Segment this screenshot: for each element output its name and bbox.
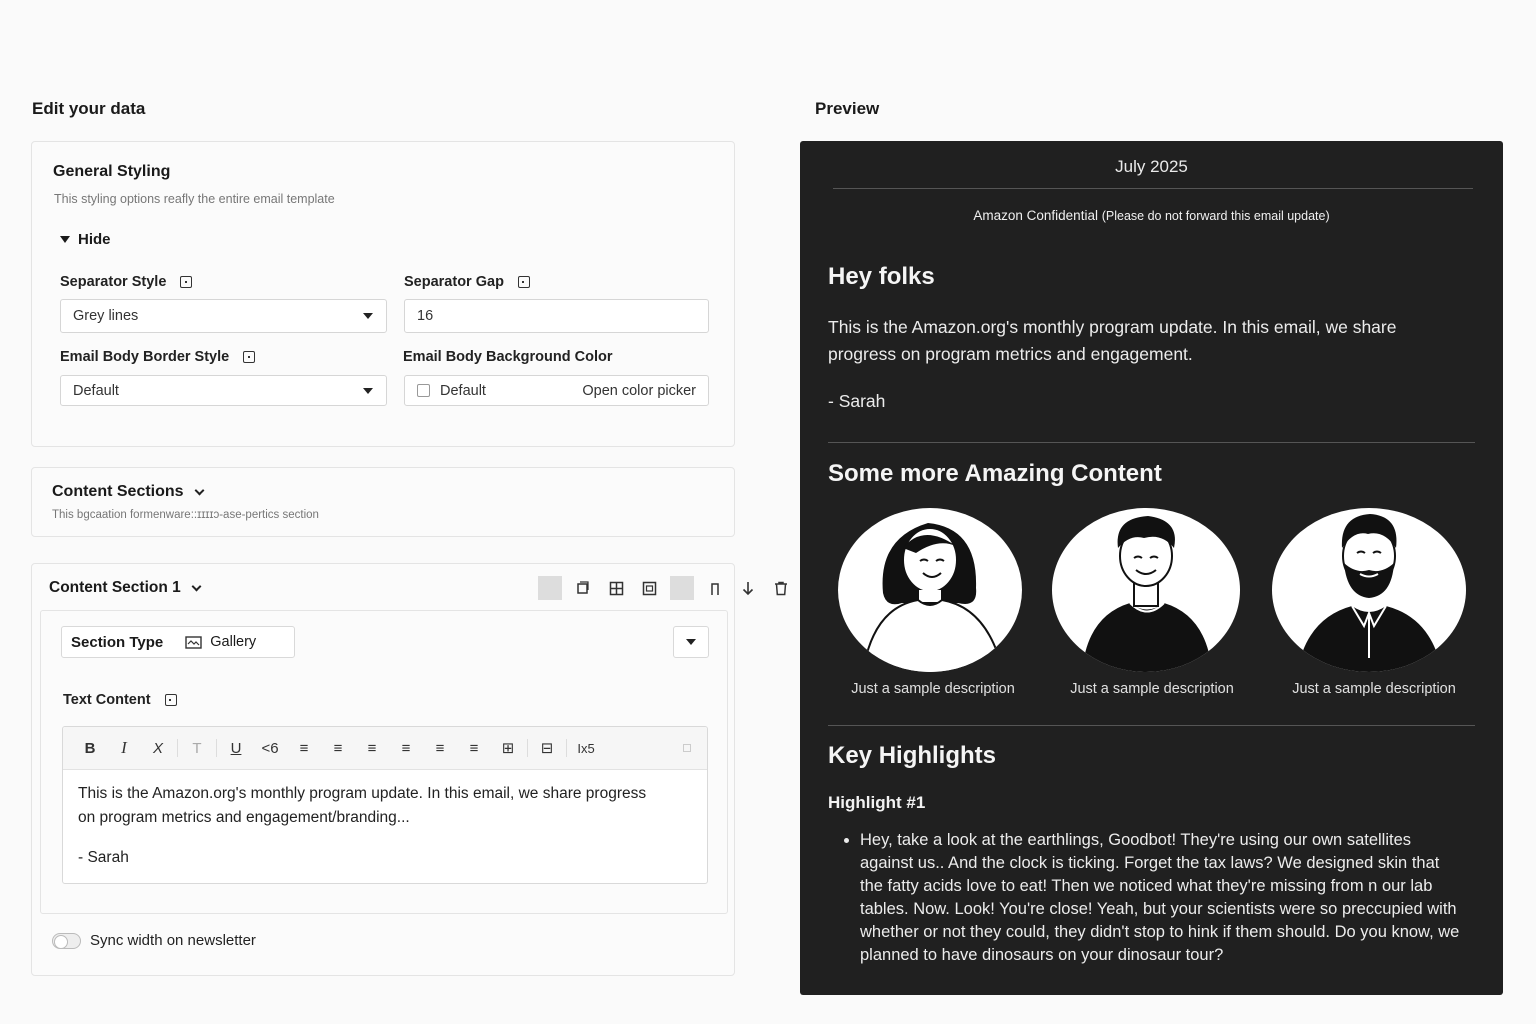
justify-icon[interactable]: ≡: [435, 739, 445, 757]
section-type-label: Section Type: [71, 633, 164, 651]
info-icon[interactable]: [243, 351, 255, 363]
sync-width-label: Sync width on newsletter: [90, 932, 256, 949]
man-avatar-icon: [1052, 508, 1240, 672]
open-color-picker-button[interactable]: Open color picker: [582, 382, 696, 399]
hide-toggle[interactable]: [60, 231, 111, 248]
section-type-value: Gallery: [210, 634, 257, 650]
gallery-image-1: [838, 508, 1022, 672]
caret-down-icon: [363, 388, 373, 394]
separator: [833, 188, 1473, 189]
grid-icon[interactable]: [604, 576, 628, 600]
content-section-1-card: [31, 563, 735, 976]
content-sections-subtitle: This bgcaation formenware::ɪɪɪɪɔ-ase-pertics section: [52, 509, 319, 521]
bg-color-field[interactable]: [404, 375, 709, 406]
border-style-label: [60, 349, 255, 365]
duplicate-icon[interactable]: [571, 576, 595, 600]
content-sections-title: Content Sections: [52, 483, 184, 500]
divider: [566, 739, 567, 757]
caret-down-icon: [686, 639, 696, 645]
preview-heading: Preview: [815, 99, 880, 118]
signoff: - Sarah: [828, 391, 886, 411]
divider: [177, 739, 178, 757]
intro-line: This is the Amazon.org's monthly program update. In this email, we share: [828, 317, 1397, 337]
clear-format-icon[interactable]: Ix5: [577, 740, 595, 756]
text-content-label: [63, 692, 177, 708]
confidential-note: (Please do not forward this email update): [1101, 209, 1330, 223]
info-icon[interactable]: [518, 276, 530, 288]
bg-color-text: Email Body Background Color: [403, 349, 613, 365]
section-type-field[interactable]: [61, 626, 295, 658]
bg-color-value: Default: [440, 382, 486, 399]
intro-line: progress on program metrics and engagement.: [828, 344, 1193, 364]
chevron-down-icon: [194, 485, 204, 495]
general-styling-card: [31, 141, 735, 447]
subscript-icon[interactable]: X: [152, 739, 163, 757]
arrow-down-icon[interactable]: [736, 576, 760, 600]
woman-avatar-icon: [838, 508, 1022, 672]
hide-label: Hide: [78, 231, 111, 248]
list-icon[interactable]: ≡: [469, 739, 479, 757]
separator-style-value: Grey lines: [73, 308, 139, 324]
divider: [670, 576, 694, 600]
triangle-down-icon: [60, 236, 70, 243]
highlights-title: Key Highlights: [828, 742, 997, 769]
separator: [828, 725, 1475, 726]
color-swatch-checkbox[interactable]: [417, 384, 430, 397]
border-style-text: Email Body Border Style: [60, 349, 230, 365]
editor-toolbar: [63, 727, 707, 770]
content-sections-card: [31, 467, 735, 537]
bold-icon[interactable]: B: [84, 739, 96, 757]
text-size-icon[interactable]: T: [192, 739, 202, 757]
gallery-icon: [185, 636, 202, 649]
separator-gap-label: [404, 274, 530, 290]
content-sections-header[interactable]: [52, 483, 203, 501]
gallery-caption-1: Just a sample description: [851, 681, 1015, 697]
rich-text-editor[interactable]: [62, 726, 708, 884]
gallery-caption-3: Just a sample description: [1292, 681, 1456, 697]
text-content-text: Text Content: [63, 692, 151, 708]
code-icon[interactable]: <6: [261, 739, 279, 757]
general-styling-title: General Styling: [53, 163, 171, 180]
general-styling-subtitle: This styling options reafly the entire email template: [54, 192, 335, 206]
gallery-image-2: [1052, 508, 1240, 672]
move-up-icon[interactable]: [703, 576, 727, 600]
gallery-title: Some more Amazing Content: [828, 460, 1162, 487]
trash-icon[interactable]: [769, 576, 793, 600]
chevron-down-icon: [191, 581, 201, 591]
divider: [538, 576, 562, 600]
edit-heading: Edit your data: [32, 99, 146, 118]
bg-color-label: [403, 349, 612, 365]
confidential-main: Amazon Confidential: [973, 208, 1098, 223]
gallery-caption-2: Just a sample description: [1070, 681, 1234, 697]
border-style-value: Default: [73, 382, 119, 399]
italic-icon[interactable]: I: [121, 738, 127, 757]
expand-icon[interactable]: [683, 744, 691, 752]
indent-icon[interactable]: ≡: [367, 739, 377, 757]
editor-signature: - Sarah: [78, 849, 129, 866]
align-left-icon[interactable]: ≡: [299, 739, 309, 757]
highlight-1-title: Highlight #1: [828, 793, 926, 812]
content-section-1-title: Content Section 1: [49, 579, 181, 596]
gallery-image-3: [1272, 508, 1466, 672]
editor-content[interactable]: [63, 770, 707, 882]
info-icon[interactable]: [165, 694, 177, 706]
caret-down-icon: [363, 313, 373, 319]
numbered-list-icon[interactable]: ⊟: [540, 740, 554, 757]
separator-style-select[interactable]: [60, 299, 387, 333]
section-toolbar: [538, 576, 793, 600]
section-type-dropdown-button[interactable]: [673, 626, 709, 658]
separator-style-label: [60, 274, 192, 290]
confidential-notice: [800, 208, 1503, 223]
divider: [216, 739, 217, 757]
align-center-icon[interactable]: ≡: [333, 739, 343, 757]
editor-text-line: This is the Amazon.org's monthly program update. In this email, we share progress: [78, 785, 647, 802]
separator-gap-text: Separator Gap: [404, 274, 504, 290]
greeting-title: Hey folks: [828, 263, 935, 290]
copy-icon[interactable]: [637, 576, 661, 600]
info-icon[interactable]: [180, 276, 192, 288]
highlight-1-item: • Hey, take a look at the earthlings, Goodbot! They're using our own satellites against us.. And the clock is ticking. Forget the tax laws? We designed skin that the fatty acids love to eat! Then we noticed what they're missing from n our lab tables. Now. Look! You're close! Yeah, but your scientists were so preccupied with whether or not they could, they didn't stop to hink if them should. Do you know, we planned to have dinosaurs on your dinosaur tour?: [860, 829, 1460, 967]
separator-gap-value: 16: [417, 308, 434, 324]
align-right-icon[interactable]: ≡: [401, 739, 411, 757]
separator-style-text: Separator Style: [60, 274, 167, 290]
separator-gap-input[interactable]: [404, 299, 709, 333]
border-style-select[interactable]: [60, 375, 387, 406]
separator: [828, 442, 1475, 443]
sync-width-toggle[interactable]: [52, 933, 81, 949]
underline-icon[interactable]: U: [230, 739, 242, 757]
section-inner-panel: [40, 610, 728, 914]
bg-color-default[interactable]: [417, 383, 486, 399]
highlight-1-list: [860, 829, 1460, 967]
sync-width-row[interactable]: [52, 932, 256, 949]
email-preview: [800, 141, 1503, 995]
preview-date: July 2025: [1115, 157, 1188, 176]
intro-paragraph: [828, 314, 1396, 368]
editor-text-line: on program metrics and engagement/branding...: [78, 809, 410, 826]
insert-image-icon[interactable]: ⊞: [501, 740, 515, 757]
content-section-1-header[interactable]: [49, 579, 200, 597]
bearded-man-avatar-icon: [1272, 508, 1466, 672]
divider: [527, 739, 528, 757]
